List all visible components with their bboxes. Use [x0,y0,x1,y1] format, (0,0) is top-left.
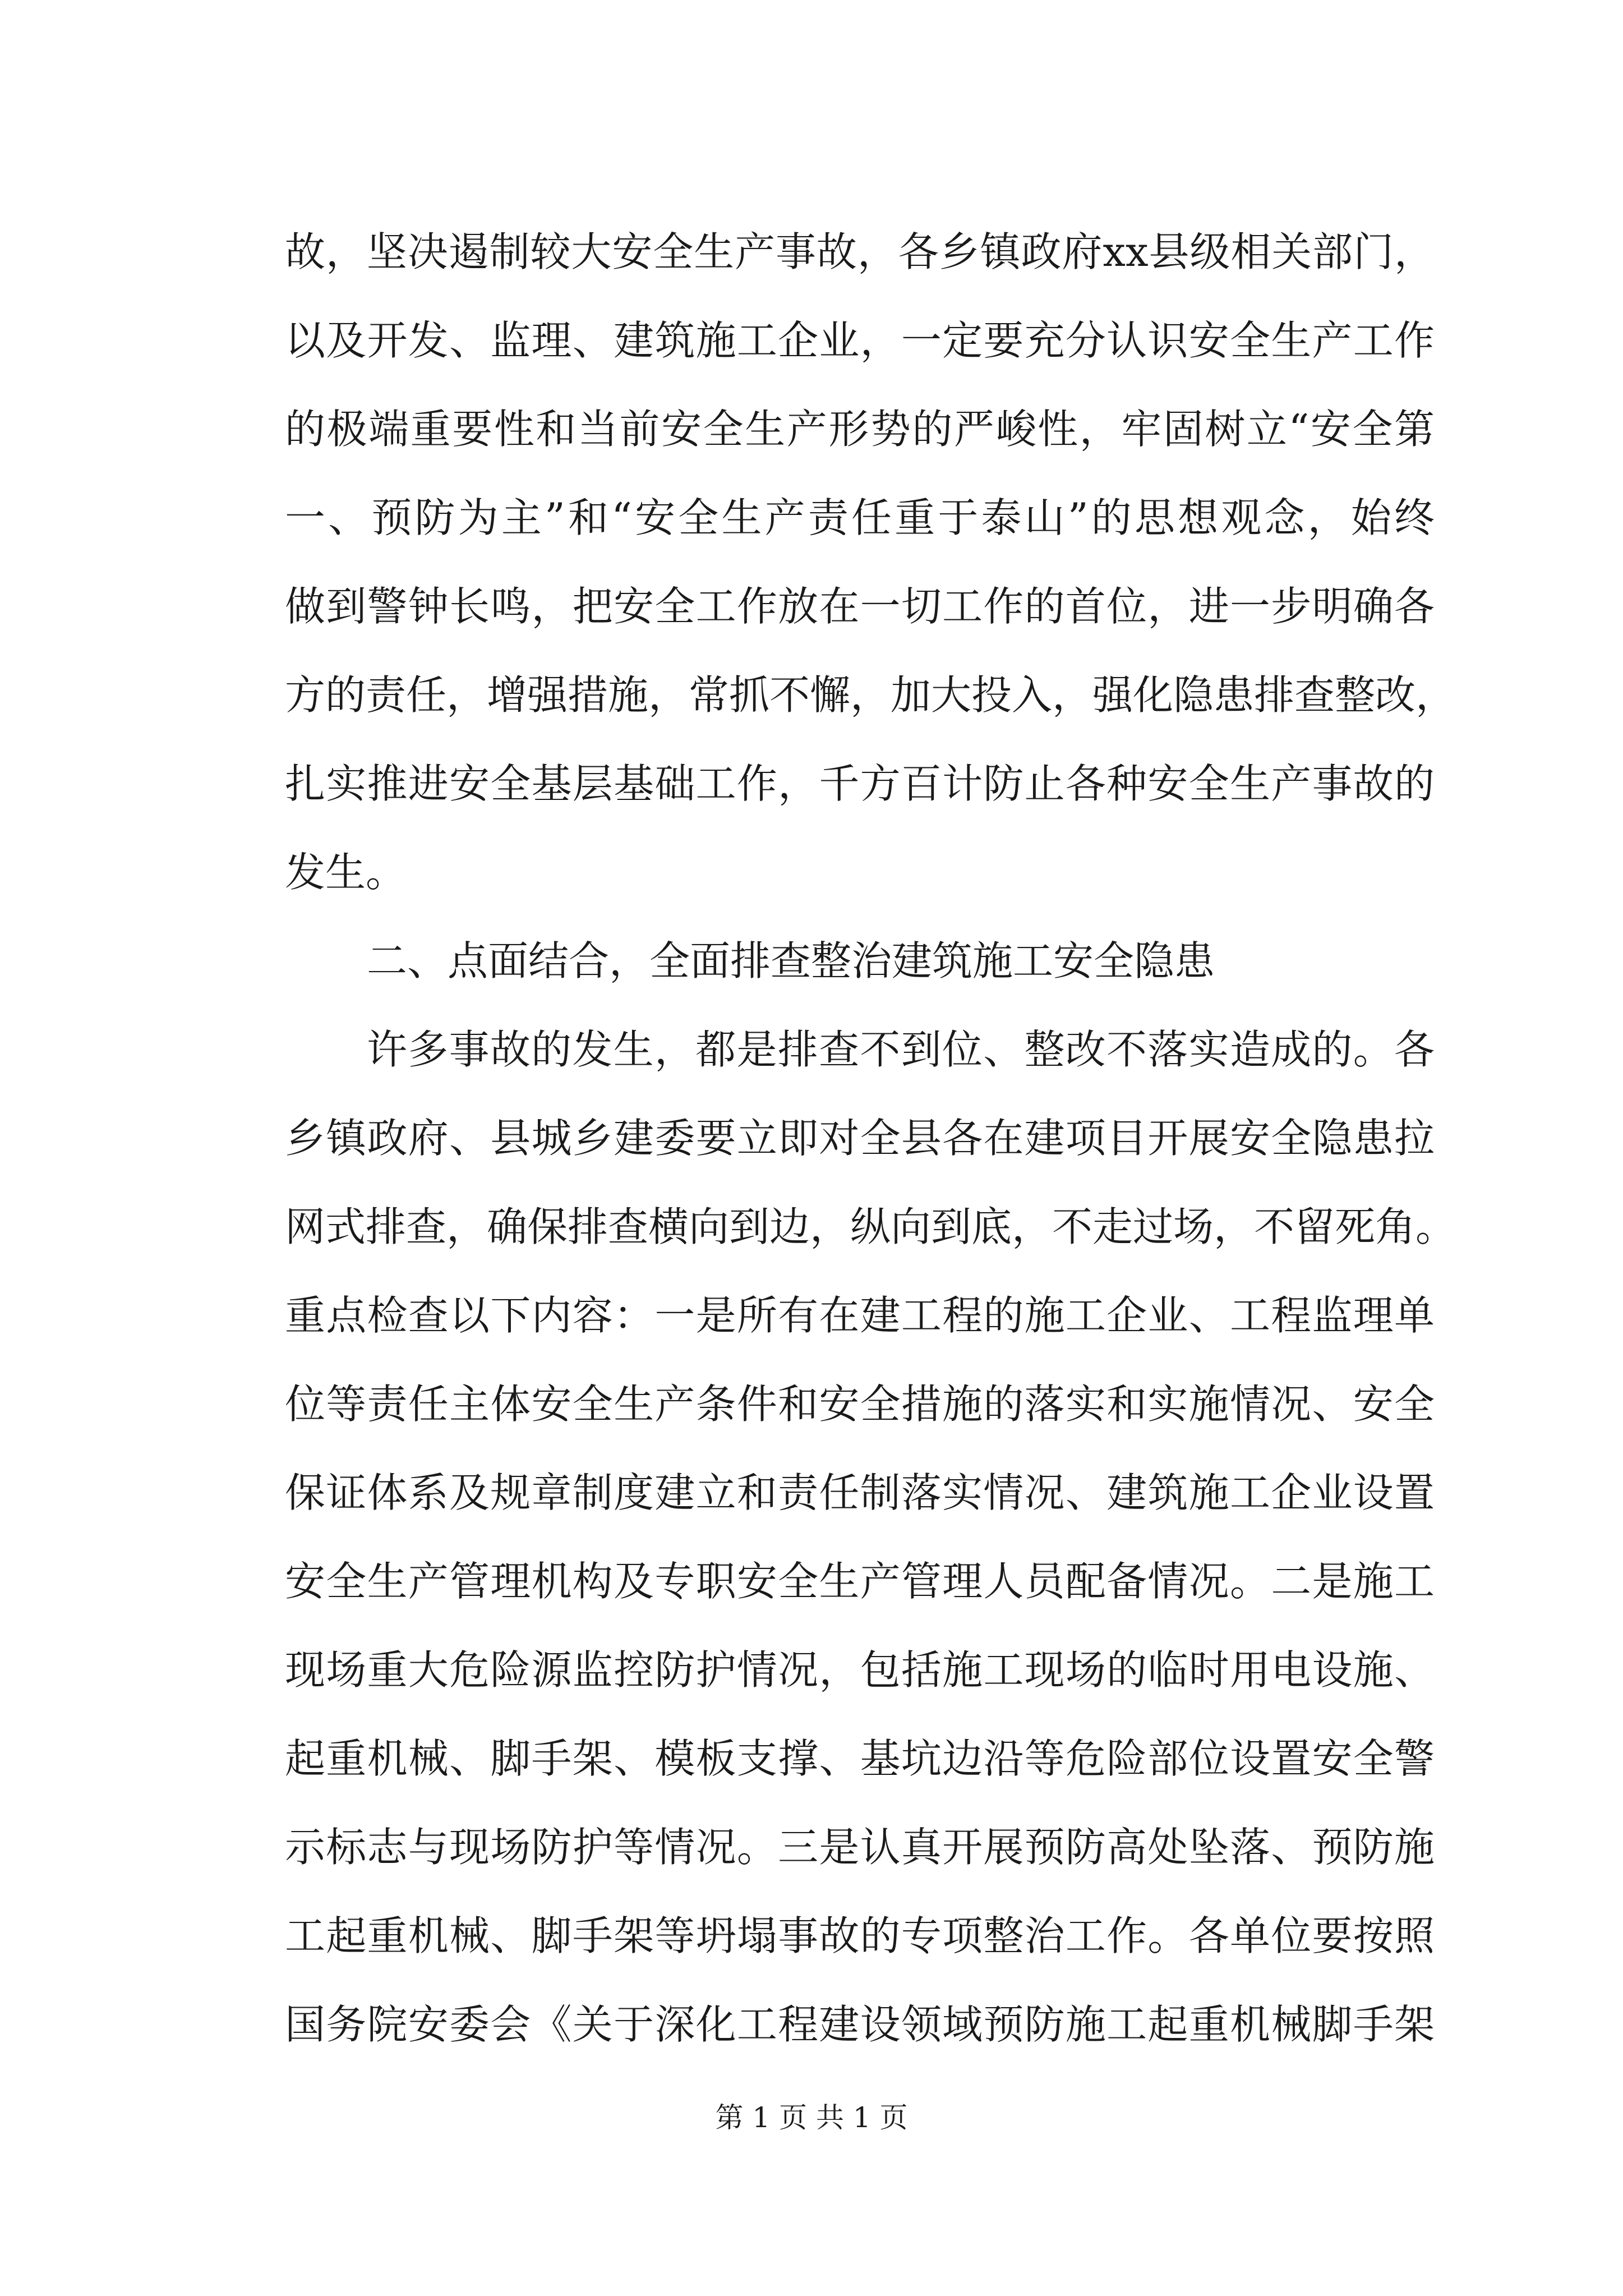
paragraph-line: 做到警钟长鸣，把安全工作放在一切工作的首位，进一步明确各 [285,583,1435,630]
paragraph-line: 保证体系及规章制度建立和责任制落实情况、建筑施工企业设置 [285,1469,1435,1516]
paragraph-line: 重点检查以下内容：一是所有在建工程的施工企业、工程监理单 [285,1292,1435,1339]
paragraph-line: 国务院安委会《关于深化工程建设领域预防施工起重机械脚手架 [285,2001,1435,2048]
paragraph-line: 的极端重要性和当前安全生产形势的严峻性，牢固树立“安全第 [285,406,1435,453]
paragraph-line: 起重机械、脚手架、模板支撑、基坑边沿等危险部位设置安全警 [285,1735,1435,1782]
paragraph-line: 现场重大危险源监控防护情况，包括施工现场的临时用电设施、 [285,1646,1435,1694]
paragraph-line: 网式排查，确保排查横向到边，纵向到底，不走过场，不留死角。 [285,1203,1456,1250]
paragraph-line: 工起重机械、脚手架等坍塌事故的专项整治工作。各单位要按照 [285,1912,1435,1959]
paragraph-line: 方的责任，增强措施，常抓不懈，加大投入，强化隐患排查整改， [285,671,1456,719]
paragraph-line: 以及开发、监理、建筑施工企业，一定要充分认识安全生产工作 [285,317,1435,364]
paragraph-line: 安全生产管理机构及专职安全生产管理人员配备情况。二是施工 [285,1558,1435,1605]
paragraph-line: 示标志与现场防护等情况。三是认真开展预防高处坠落、预防施 [285,1824,1435,1871]
paragraph-line: 故，坚决遏制较大安全生产事故，各乡镇政府xx县级相关部门， [285,228,1435,275]
paragraph-line: 一、预防为主”和“安全生产责任重于泰山”的思想观念，始终 [285,494,1435,541]
paragraph-line: 乡镇政府、县城乡建委要立即对全县各在建项目开展安全隐患拉 [285,1115,1435,1162]
section-heading: 二、点面结合，全面排查整治建筑施工安全隐患 [367,937,1215,984]
document-body [285,208,1456,2069]
paragraph-line: 扎实推进安全基层基础工作，千方百计防止各种安全生产事故的 [285,760,1435,807]
paragraph-line: 许多事故的发生，都是排查不到位、整改不落实造成的。各 [367,1026,1435,1073]
paragraph-line: 位等责任主体安全生产条件和安全措施的落实和实施情况、安全 [285,1381,1435,1428]
paragraph-line: 发生。 [285,849,407,896]
page-footer: 第 1 页 共 1 页 [715,2101,908,2134]
